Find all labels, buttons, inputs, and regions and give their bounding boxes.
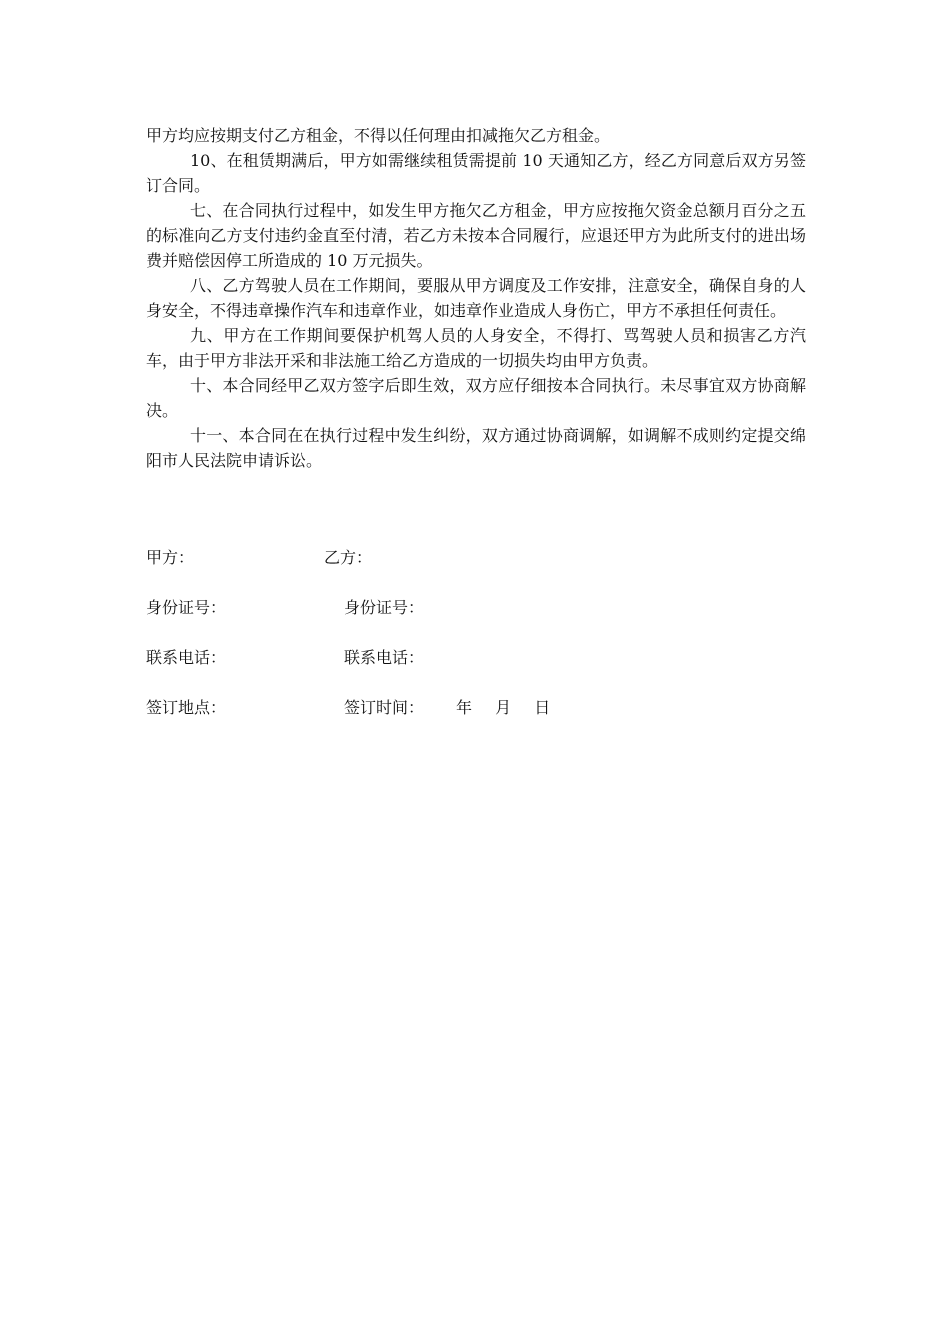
month-label: 月: [495, 698, 512, 717]
paragraph-continuation: 甲方均应按期支付乙方租金，不得以任何理由扣减拖欠乙方租金。: [146, 126, 611, 145]
party-b-label: 乙方：: [324, 548, 373, 567]
paragraph-clause-8: 八、乙方驾驶人员在工作期间，要服从甲方调度及工作安排，注意安全，确保自身的人身安全，不得违章操作汽车和违章作业，如违章作业造成人身伤亡，甲方不承担任何责任。: [146, 276, 806, 320]
paragraph-clause-10b: 十、本合同经甲乙双方签字后即生效，双方应仔细按本合同执行。未尽事宜双方协商解决。: [146, 376, 806, 420]
paragraph-clause-9: 九、甲方在工作期间要保护机驾人员的人身安全，不得打、骂驾驶人员和损害乙方汽车，由于甲方非法开采和非法施工给乙方造成的一切损失均由甲方负责。: [146, 326, 806, 370]
phone-b-label: 联系电话：: [344, 648, 425, 667]
year-label: 年: [456, 698, 473, 717]
paragraph-clause-10: 10、在租赁期满后，甲方如需继续租赁需提前 10 天通知乙方，经乙方同意后双方另签订合同。: [146, 151, 806, 195]
phone-a-label: 联系电话：: [146, 648, 227, 667]
time-label: 签订时间：: [344, 698, 425, 717]
party-a-label: 甲方：: [146, 548, 195, 567]
place-label: 签订地点：: [146, 698, 227, 717]
signature-row-phone: [146, 645, 806, 695]
date-fields: [456, 695, 568, 720]
signature-row-place-time: [146, 695, 806, 745]
id-b-label: 身份证号：: [344, 598, 425, 617]
signature-row-party: [146, 545, 806, 595]
paragraph-clause-11: 十一、本合同在在执行过程中发生纠纷，双方通过协商调解，如调解不成则约定提交绵阳市人民法院申请诉讼。: [146, 426, 806, 470]
paragraph-clause-7: 七、在合同执行过程中，如发生甲方拖欠乙方租金，甲方应按拖欠资金总额月百分之五的标准向乙方支付违约金直至付清，若乙方未按本合同履行，应退还甲方为此所支付的进出场费并赔偿因停工所造成的 10 万元损失。: [146, 201, 806, 270]
contract-body: [146, 123, 806, 473]
day-label: 日: [534, 698, 551, 717]
id-a-label: 身份证号：: [146, 598, 227, 617]
signature-row-id: [146, 595, 806, 645]
signature-block: [146, 545, 806, 745]
